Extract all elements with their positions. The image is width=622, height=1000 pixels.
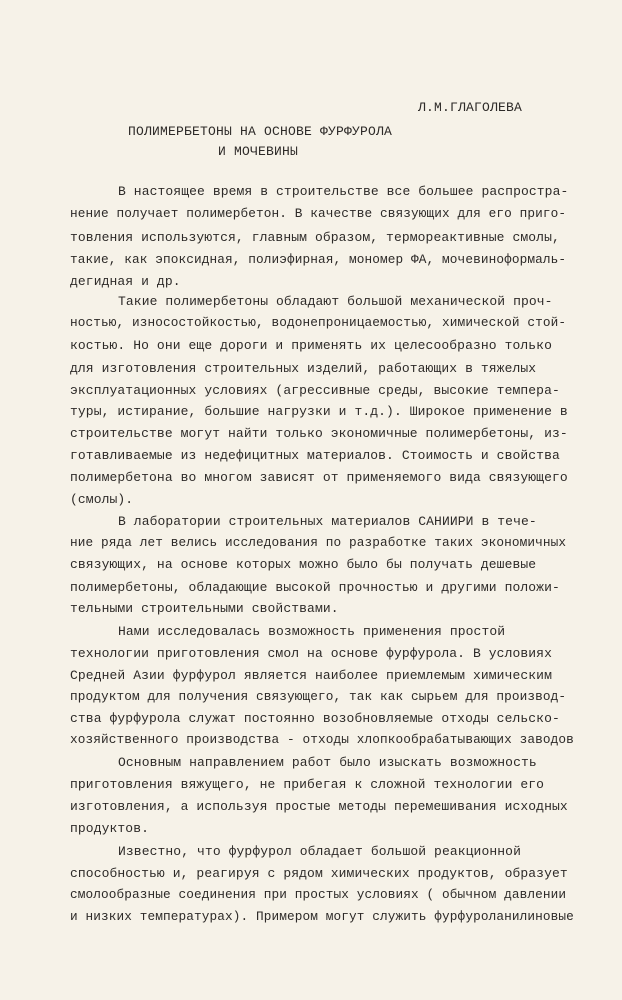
- text-line: дегидная и др.: [70, 274, 181, 289]
- text-line: для изготовления строительных изделий, работающих в тяжелых: [70, 361, 537, 376]
- text-line: технологии приготовления смол на основе фурфурола. В условиях: [70, 646, 552, 661]
- text-line: Такие полимербетоны обладают большой механической проч-: [118, 294, 553, 309]
- text-line: туры, истирание, большие нагрузки и т.д.). Широкое применение в: [70, 404, 568, 419]
- text-line: костью. Но они еще дороги и применять их целесообразно только: [70, 338, 552, 353]
- text-line: готавливаемые из недефицитных материалов. Стоимость и свойства: [70, 448, 560, 463]
- text-line: продуктов.: [70, 821, 150, 836]
- text-line: Средней Азии фурфурол является наиболее приемлемым химическим: [70, 668, 552, 683]
- text-line: эксплуатационных условиях (агрессивные среды, высокие темпера-: [70, 383, 560, 398]
- text-line: продуктом для получения связующего, так как сырьем для производ-: [70, 689, 567, 704]
- title-line-1: ПОЛИМЕРБЕТОНЫ НА ОСНОВЕ ФУРФУРОЛА: [128, 124, 393, 139]
- text-line: Основным направлением работ было изыскать возможность: [118, 755, 537, 770]
- text-line: полимербетоны, обладающие высокой прочностью и другими положи-: [70, 580, 560, 595]
- text-line: смолообразные соединения при простых условиях ( обычном давлении: [70, 887, 567, 902]
- text-line: товления используются, главным образом, термореактивные смолы,: [70, 230, 560, 245]
- text-line: тельными строительными свойствами.: [70, 601, 339, 616]
- text-line: Известно, что фурфурол обладает большой реакционной: [118, 844, 521, 859]
- text-line: изготовления, а используя простые методы перемешивания исходных: [70, 799, 568, 814]
- text-line: В настоящее время в строительстве все большее распростра-: [118, 184, 569, 199]
- text-line: способностью и, реагируя с рядом химических продуктов, образует: [70, 866, 568, 881]
- text-line: связующих, на основе которых можно было бы получать дешевые: [70, 557, 537, 572]
- text-line: нение получает полимербетон. В качестве связующих для его приго-: [70, 206, 567, 221]
- text-line: и низких температурах). Примером могут служить фурфуроланилиновые: [70, 909, 574, 924]
- text-line: хозяйственного производства - отходы хлопкообрабатывающих заводов: [70, 732, 574, 747]
- text-line: строительстве могут найти только экономичные полимербетоны, из-: [70, 426, 568, 441]
- text-line: ние ряда лет велись исследования по разработке таких экономичных: [70, 535, 567, 550]
- text-line: Нами исследовалась возможность применения простой: [118, 624, 506, 639]
- text-line: полимербетона во многом зависят от применяемого вида связующего: [70, 470, 568, 485]
- text-line: такие, как эпоксидная, полиэфирная, мономер ФА, мочевиноформаль-: [70, 252, 567, 267]
- text-line: В лаборатории строительных материалов САНИИРИ в тече-: [118, 514, 537, 529]
- text-line: ностью, износостойкостью, водонепроницаемостью, химической стой-: [70, 315, 567, 330]
- author-name: Л.М.ГЛАГОЛЕВА: [418, 100, 523, 115]
- text-line: ства фурфурола служат постоянно возобновляемые отходы сельско-: [70, 711, 560, 726]
- title-line-2: И МОЧЕВИНЫ: [218, 144, 299, 159]
- text-line: (смолы).: [70, 492, 134, 507]
- text-line: приготовления вяжущего, не прибегая к сложной технологии его: [70, 777, 545, 792]
